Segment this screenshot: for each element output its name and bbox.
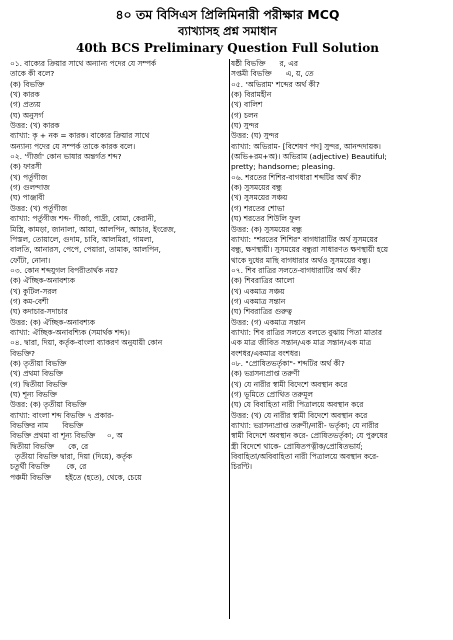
text-line: বিভক্তি?	[10, 348, 35, 358]
text-line: ০৪. দ্বারা, দিয়া, কর্তৃক-বাংলা ব্যাকরণ অনুযায়ী কোন	[10, 338, 163, 348]
text-line: (খ) কুটিল-সরল	[10, 286, 57, 296]
text-line: ব্যাখ্যা: ঐচ্ছিক-অনাবশ্যিক (সমার্থক শব্দ)।	[10, 327, 130, 337]
text-line: উত্তর: (ক) সুসময়ের বন্ধু	[231, 224, 302, 234]
text-line: ব্যাখ্যা: কৃ + নক = কারক। বাক্যের ক্রিয়ার সাথে	[10, 131, 150, 141]
text-line: মিস্ত্রি, কামড়া, জানালা, আয়া, আলপিন, আচার, ইংরেজ,	[10, 224, 177, 234]
text-line: উত্তর: (ক) তৃতীয়া বিভক্তি	[10, 400, 87, 410]
text-line: পিস্তল, তোয়ালে, গুদাম, চাবি, আলমিরা, গামলা,	[10, 234, 154, 244]
text-line: তৃতীয়া বিভক্তি দ্বারা, দিয়া (দিয়ে), কর্তৃক	[10, 452, 133, 462]
text-line: pretty; handsome; pleasing.	[231, 162, 336, 172]
text-line: (গ) গুলন্দাজ	[10, 183, 50, 193]
text-line: (ক) বিভক্তি	[10, 79, 45, 89]
text-line: (ঘ) শরতের শিউলি ফুল	[231, 214, 301, 224]
text-line: (ক) ঐচ্ছিক-অনাবশ্যক	[10, 276, 75, 286]
text-line: চতুর্থী বিভক্তি কে, রে	[10, 462, 87, 472]
text-line: বিবাহিতা/অবিবাহিতা নারী পিত্রালয়ে অবস্থান করে-	[231, 452, 379, 462]
text-line: (ক) ফারসী	[10, 162, 42, 172]
text-line: (খ) যে নারীর স্বামী বিদেশে অবস্থান করে	[231, 379, 348, 389]
text-line: ০২. 'গীর্জা' কোন ভাষার অন্তর্গত শব্দ?	[10, 152, 122, 162]
text-line: ০৭. শিব রাত্রির সলতে-বাগধারাটির অর্থ কী?	[231, 265, 361, 275]
text-line: (ক) শিবরাত্রির আলো	[231, 276, 295, 286]
text-line: উত্তর: (ঘ) সুন্দর	[231, 131, 279, 141]
text-line: (গ) কম-বেশী	[10, 296, 49, 306]
text-line: (গ) দ্বিতীয়া বিভক্তি	[10, 379, 68, 389]
text-line: (ঘ) অনুসর্গ	[10, 110, 44, 120]
text-line: অন্যান্য পদের যে সম্পর্ক তাকে কারক বলে।	[10, 141, 136, 151]
text-line: উত্তর: (খ) পর্তুগীজ	[10, 203, 68, 213]
text-line: সপ্তমী বিভক্তি এ, য়, তে	[231, 69, 314, 79]
text-line: ফোঁটা, নোনা।	[10, 255, 51, 265]
text-line: স্বামী বিদেশে অবস্থান করে- প্রোষিতভর্তৃকা; যে পুরুষের	[231, 431, 388, 441]
page-header	[10, 6, 445, 56]
text-line: (ঘ) সুন্দর	[231, 121, 259, 131]
text-line: (ঘ) শিবরাত্রির গুরুত্ব	[231, 307, 292, 317]
text-line: ব্যাখ্যা: "শরতের শিশির" বাগধারাটির অর্থ সুসময়ের	[231, 234, 378, 244]
text-line: বিভক্তির নাম বিভক্তি	[10, 421, 84, 431]
text-line: (ঘ) যে বিবাহিতা নারী পিত্রালয়ে অবস্থান করে	[231, 400, 364, 410]
text-line: (ক) তৃতীয়া বিভক্তি	[10, 358, 67, 368]
text-line: পঞ্চমী বিভক্তি হইতে (হতে), থেকে, চেয়ে	[10, 472, 142, 482]
text-line: (ঘ) পাঞ্জাবী	[10, 193, 45, 203]
text-line: দ্বিতীয়া বিভক্তি কে, রে	[10, 441, 89, 451]
text-line: বালতি, আনারস, পেপে, পেয়ারা, তামাক, আলপিন,	[10, 245, 161, 255]
text-line: ০৩. কোন শব্দযুগল বিপরীতার্থক নয়?	[10, 265, 119, 275]
text-line: (খ) সুসময়ের সঞ্চয়	[231, 193, 288, 203]
text-line: বিভক্তি প্রথমা বা শূন্য বিভক্তি ০, অ	[10, 431, 123, 441]
column-divider	[229, 59, 230, 619]
text-line: (গ) প্রত্যয়	[10, 100, 41, 110]
text-line: (গ) শরতের শোভা	[231, 203, 285, 213]
text-line: (খ) বালিশ	[231, 100, 263, 110]
text-line: স্ত্রী বিদেশে থাকে- প্রোষিতপত্নীক/প্রোষিতভার্য;	[231, 441, 363, 451]
text-line: উত্তর: (খ) যে নারীর স্বামী বিদেশে অবস্থান করে	[231, 410, 368, 420]
text-line: (গ) ভূমিতে প্রোথিত তরুমূল	[231, 390, 313, 399]
page-title-english: 40th BCS Preliminary Question Full Solution	[76, 41, 379, 55]
text-line: (ঘ) কদাচার-সদাচার	[10, 307, 68, 317]
text-line: থাকে দুধের মাছি বাগধারার অর্থও সুসময়ের বন্ধু।	[231, 255, 371, 265]
text-line: ব্যাখ্যা: ভগ্নসন্যপ্রাপ্ত তরুণী/নারী- ভর্তৃকা; যে নারীর	[231, 421, 379, 431]
text-line: (ঘ) শূন্য বিভক্তি	[10, 390, 57, 399]
right-column	[227, 59, 445, 483]
text-line: ব্যাখ্যা: পর্তুগীজ শব্দ- গীর্জা, পাদ্রী, বোমা, কেরানী,	[10, 214, 157, 224]
text-line: (গ) চলন	[231, 110, 258, 120]
text-line: বংশধর/একমাত্র বংশধর।	[231, 348, 301, 358]
text-line: চিরণ্টি।	[231, 462, 253, 472]
text-line: (ক) সুসময়ের বন্ধু	[231, 183, 282, 193]
text-line: উত্তর: (গ) একমাত্র সন্তান	[231, 317, 306, 327]
text-line: (খ) প্রথমা বিভক্তি	[10, 369, 63, 379]
page-title-bengali: ৪০ তম বিসিএস প্রিলিমিনারী পরীক্ষার MCQ	[115, 7, 340, 22]
text-line: ০৮. "প্রোষিতভর্তৃকা"- শব্দটির অর্থ কী?	[231, 358, 345, 368]
text-line: (খ) পর্তুগীজ	[10, 172, 48, 182]
text-line: ব্যাখ্যা: শিব রাত্রির সলতে বলতে বুঝায় পিতা মাতার	[231, 327, 382, 337]
text-line: ০১. বাক্যের ক্রিয়ার সাথে অন্যান্য পদের যে সম্পর্ক	[10, 59, 157, 68]
text-line: উত্তর: (ক) ঐচ্ছিক-অনাবশ্যক	[10, 317, 95, 327]
text-line: তাকে কী বলে?	[10, 69, 55, 79]
two-column-content	[10, 59, 445, 483]
page-subtitle-bengali: ব্যাখ্যাসহ প্রশ্ন সমাধান	[178, 24, 277, 38]
text-line: ০৬. শরতের শিশির-বাগধারা শব্দটির অর্থ কী?	[231, 172, 362, 182]
text-line: (খ) একমাত্র সঞ্চয়	[231, 286, 285, 296]
text-line: (খ) কারক	[10, 90, 40, 100]
text-line: (ক) বিরামহীন	[231, 90, 272, 100]
text-line: ষষ্ঠী বিভক্তি র, এর	[231, 59, 298, 68]
text-line: ০৫. 'অভিরাম' শব্দের অর্থ কী?	[231, 79, 320, 89]
text-line: এক মাত্র জীবিত সন্তান/এক মাত্র সন্তান/এক মাত্র	[231, 338, 372, 348]
left-column	[10, 59, 227, 483]
text-line: (গ) একমাত্র সন্তান	[231, 296, 286, 306]
text-line: উত্তর: (খ) কারক	[10, 121, 60, 131]
text-line: ব্যাখ্যা: অভিরাম- [বিশেষণ পদ] সুন্দর, আনন্দদায়ক।	[231, 141, 381, 151]
text-line: (অভি+রম+অ)। অভিরাম (adjective) Beautiful;	[231, 152, 387, 162]
text-line: বন্ধু, ক্ষণস্থায়ী। সুসময়ের বন্ধুরা সাধারণত ক্ষণস্থায়ী হয়ে	[231, 245, 389, 255]
text-line: ব্যাখ্যা: বাংলা শব্দ বিভক্তি ৭ প্রকার-	[10, 410, 114, 420]
text-line: (ক) ভগ্নসন্যপ্রাপ্ত তরুণী	[231, 369, 300, 379]
